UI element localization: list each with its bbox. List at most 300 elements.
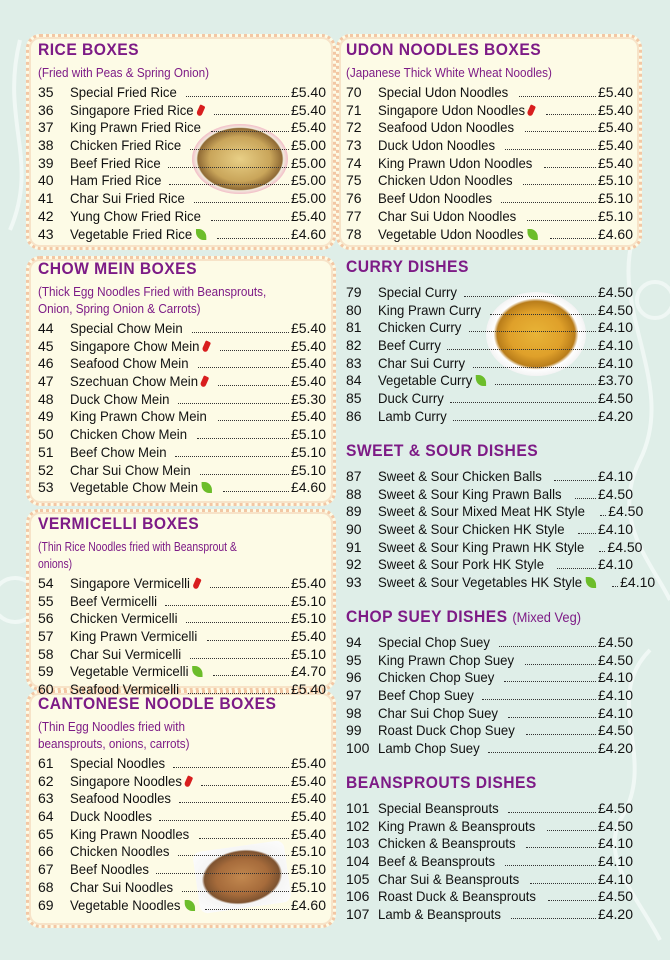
section-title: [346, 607, 610, 627]
item-name-text: Seafood Vermicelli: [70, 681, 179, 698]
item-name-text: Singapore Chow Mein: [70, 337, 200, 354]
item-name: [378, 302, 481, 318]
item-price: £5.40: [290, 408, 326, 425]
menu-item: [38, 790, 326, 808]
dot-leader: [207, 640, 289, 641]
item-number: 71: [346, 101, 362, 118]
item-price: £4.60: [597, 225, 633, 242]
item-number: 94: [346, 634, 362, 650]
item-name: [378, 337, 441, 353]
item-number: 104: [346, 853, 370, 870]
item-price: £4.20: [597, 740, 633, 757]
chili-icon: [200, 375, 209, 388]
menu-item: [38, 861, 326, 879]
item-name: [378, 137, 495, 153]
item-name-text: Roast Duck & Beansprouts: [378, 888, 537, 905]
dot-leader: [165, 605, 289, 606]
item-price: £5.10: [290, 878, 326, 895]
menu-item: [38, 391, 326, 409]
dot-leader: [508, 812, 596, 813]
menu-item: [346, 337, 633, 355]
menu-item: [346, 722, 633, 740]
item-name: [70, 355, 189, 371]
section-title: [38, 694, 303, 714]
dot-leader: [201, 785, 289, 786]
item-name: [70, 426, 187, 442]
dot-leader: [612, 586, 618, 587]
item-price: £4.10: [597, 704, 633, 721]
dot-leader: [499, 646, 596, 647]
item-number: 50: [38, 426, 54, 443]
item-name: [70, 119, 201, 135]
item-name: [378, 155, 532, 171]
item-price: £5.40: [597, 84, 633, 100]
menu-item: [346, 190, 633, 208]
item-name: [378, 888, 536, 904]
item-number: 90: [346, 521, 362, 538]
section-title-text: SWEET & SOUR DISHES: [346, 441, 539, 460]
item-name-text: Sweet & Sour King Prawn Balls: [378, 485, 562, 502]
item-number: 35: [38, 84, 54, 100]
item-name-text: Beef Curry: [378, 337, 441, 354]
item-number: 95: [346, 651, 362, 668]
menu-item: [346, 408, 633, 426]
dot-leader: [179, 802, 289, 803]
item-name-text: King Prawn & Beansprouts: [378, 817, 536, 834]
item-number: 96: [346, 669, 362, 686]
item-price: £5.40: [290, 755, 326, 771]
item-name: [70, 226, 206, 242]
section-beansprouts: [346, 773, 633, 924]
dot-leader: [198, 367, 289, 368]
item-price: £5.10: [290, 861, 326, 878]
item-price: £4.60: [290, 225, 326, 242]
chili-icon: [195, 104, 204, 117]
item-number: 102: [346, 817, 370, 834]
menu-item: [346, 556, 633, 574]
item-name-text: Chicken Chop Suey: [378, 669, 495, 686]
item-price: £5.40: [290, 355, 326, 372]
item-name-text: Char Sui Fried Rice: [70, 190, 185, 207]
dot-leader: [173, 767, 289, 768]
dot-leader: [218, 420, 289, 421]
item-price: £5.40: [290, 101, 326, 118]
dot-leader: [182, 891, 289, 892]
dot-leader: [199, 838, 289, 839]
item-price: £5.10: [290, 461, 326, 478]
dot-leader: [205, 909, 289, 910]
item-name: [378, 722, 515, 738]
item-name: [378, 871, 519, 887]
menu-item: [346, 652, 633, 670]
item-price: £5.40: [290, 790, 326, 807]
chili-icon: [527, 104, 536, 117]
menu-item: [38, 208, 326, 226]
item-name-text: Special Udon Noodles: [378, 84, 509, 100]
leaf-icon: [586, 577, 596, 588]
section-title: [346, 441, 610, 461]
item-name-text: Char Sui Chow Mein: [70, 461, 191, 478]
item-name: [70, 320, 183, 336]
item-price: £5.10: [290, 592, 326, 609]
menu-item: [346, 390, 633, 408]
item-price: £4.10: [597, 870, 633, 887]
item-name: [378, 574, 596, 590]
dot-leader: [211, 220, 289, 221]
item-number: 54: [38, 575, 54, 591]
item-name: [70, 373, 207, 389]
menu-item: [38, 610, 326, 628]
item-name-text: King Prawn Udon Noodles: [378, 154, 533, 171]
item-number: 45: [38, 337, 54, 354]
section-title: [346, 257, 610, 277]
item-name-text: Duck Chow Mein: [70, 390, 170, 407]
item-number: 105: [346, 870, 370, 887]
item-price: £4.50: [597, 722, 633, 739]
item-name-text: Special Fried Rice: [70, 84, 177, 100]
item-name-text: Sweet & Sour Mixed Meat HK Style: [378, 503, 585, 520]
item-name: [378, 284, 457, 300]
item-name-text: Beef Chow Mein: [70, 443, 167, 460]
dot-leader: [211, 131, 289, 132]
menu-item: [346, 102, 633, 120]
item-price: £4.50: [597, 651, 633, 668]
dot-leader: [530, 883, 596, 884]
item-name-text: Roast Duck Chop Suey: [378, 722, 515, 739]
item-name-text: Vegetable Curry: [378, 372, 473, 389]
dot-leader: [490, 314, 596, 315]
menu-item: [38, 190, 326, 208]
item-name-text: Singapore Fried Rice: [70, 101, 194, 118]
item-number: 100: [346, 740, 370, 757]
item-name-text: Duck Udon Noodles: [378, 137, 496, 154]
section-cantonese: [38, 694, 326, 914]
item-name: [378, 634, 490, 650]
menu-item: [38, 897, 326, 915]
item-price: £5.10: [290, 443, 326, 460]
dot-leader: [194, 202, 289, 203]
menu-item: [346, 669, 633, 687]
menu-item: [346, 687, 633, 705]
menu-item: [346, 906, 633, 924]
item-name-text: Special Beansprouts: [378, 800, 499, 816]
item-price: £5.40: [597, 137, 633, 154]
item-price: £4.50: [597, 634, 633, 650]
menu-item: [346, 172, 633, 190]
section-title: [38, 259, 303, 279]
item-name-text: Singapore Noodles: [70, 772, 182, 789]
item-name: [70, 790, 171, 806]
item-number: 51: [38, 443, 54, 460]
item-price: £4.50: [597, 284, 633, 300]
item-name: [70, 808, 152, 824]
section-subtitle: (Thick Egg Noodles Fried with Beansprouts,: [38, 284, 267, 299]
item-name-text: Beef Chop Suey: [378, 687, 474, 704]
section-subtitle: (Thin Egg Noodles fried with: [38, 719, 185, 734]
item-name-text: Beef Noodles: [70, 861, 150, 878]
item-name: [378, 853, 495, 869]
item-name: [70, 137, 181, 153]
dot-leader: [501, 202, 596, 203]
item-number: 99: [346, 722, 362, 739]
item-name-text: Lamb Chop Suey: [378, 740, 480, 757]
dot-leader: [186, 622, 289, 623]
item-name-text: Chicken Udon Noodles: [378, 172, 513, 189]
chili-icon: [201, 340, 210, 353]
menu-item: [346, 538, 643, 557]
item-name: [70, 773, 191, 789]
item-price: £4.20: [597, 906, 633, 923]
item-name-text: Lamb Curry: [378, 407, 447, 424]
item-name: [378, 906, 501, 922]
item-number: 44: [38, 320, 54, 336]
item-number: 64: [38, 808, 54, 825]
item-number: 84: [346, 372, 362, 389]
item-price: £5.00: [290, 154, 326, 171]
item-name: [378, 687, 474, 703]
item-name-text: Ham Fried Rice: [70, 172, 162, 189]
leaf-icon: [192, 666, 202, 677]
item-name: [378, 468, 542, 484]
dot-leader: [511, 918, 596, 919]
dot-leader: [169, 184, 289, 185]
section-title: [346, 773, 610, 793]
menu-item: [346, 503, 644, 521]
dot-leader: [526, 734, 596, 735]
item-price: £4.10: [597, 319, 633, 336]
item-name-text: Beef Udon Noodles: [378, 190, 493, 207]
item-number: 78: [346, 225, 362, 242]
item-price: £5.10: [290, 426, 326, 443]
item-number: 62: [38, 772, 54, 789]
menu-item: [346, 355, 633, 373]
dot-leader: [557, 568, 596, 569]
item-name-text: Chicken Noodles: [70, 843, 170, 860]
section-chop-suey: [346, 607, 633, 758]
item-price: £5.40: [290, 373, 326, 390]
item-price: £4.50: [597, 390, 633, 407]
item-price: £5.40: [290, 808, 326, 825]
item-name: [378, 539, 584, 555]
dot-leader: [575, 498, 596, 499]
item-name: [70, 575, 199, 591]
item-name: [378, 521, 565, 537]
item-name-text: Vegetable Noodles: [70, 896, 181, 913]
item-name: [70, 646, 181, 662]
leaf-icon: [476, 375, 486, 386]
item-name: [378, 355, 465, 371]
item-number: 41: [38, 190, 54, 207]
item-price: £4.50: [597, 800, 633, 816]
menu-item: [38, 226, 326, 244]
item-number: 66: [38, 843, 54, 860]
item-name: [378, 486, 562, 502]
item-price: £5.40: [290, 119, 326, 136]
item-name-text: Char Sui & Beansprouts: [378, 870, 520, 887]
item-name-text: Lamb & Beansprouts: [378, 906, 501, 923]
menu-item: [38, 444, 326, 462]
item-price: £4.10: [597, 337, 633, 354]
dot-leader: [218, 385, 289, 386]
menu-item: [38, 408, 326, 426]
leaf-icon: [202, 482, 212, 493]
item-name-text: King Prawn Noodles: [70, 825, 190, 842]
dot-leader: [525, 131, 596, 132]
dot-leader: [578, 533, 596, 534]
item-name-text: King Prawn Chop Suey: [378, 651, 515, 668]
item-name-text: Chicken & Beansprouts: [378, 835, 516, 852]
section-curry: [346, 257, 633, 426]
item-name-text: Duck Curry: [378, 390, 444, 407]
menu-item: [38, 373, 326, 391]
item-price: £4.10: [597, 354, 633, 371]
item-number: 65: [38, 825, 54, 842]
item-price: £5.30: [290, 390, 326, 407]
item-name: [378, 669, 494, 685]
item-number: 57: [38, 628, 54, 645]
item-number: 61: [38, 755, 54, 771]
section-title-text: CURRY DISHES: [346, 257, 469, 276]
menu-item: [38, 773, 326, 791]
dot-leader: [600, 515, 606, 516]
menu-item: [38, 355, 326, 373]
menu-item: [346, 137, 633, 155]
menu-item: [38, 462, 326, 480]
item-name-text: Char Sui Noodles: [70, 878, 174, 895]
leaf-icon: [184, 900, 194, 911]
section-rice: [38, 40, 326, 243]
dot-leader: [547, 830, 596, 831]
menu-item: [38, 663, 326, 681]
menu-item: [38, 646, 326, 664]
dot-leader: [519, 96, 596, 97]
dot-leader: [220, 350, 289, 351]
item-price: £5.40: [290, 825, 326, 842]
menu-item: [38, 137, 326, 155]
dot-leader: [178, 403, 289, 404]
item-price: £4.50: [597, 817, 633, 834]
dot-leader: [482, 699, 596, 700]
section-title-text: BEANSPROUTS DISHES: [346, 773, 537, 792]
menu-item: [346, 740, 633, 758]
item-name-text: Seafood Noodles: [70, 790, 171, 807]
dot-leader: [213, 675, 289, 676]
menu-item: [38, 826, 326, 844]
item-price: £5.40: [597, 101, 633, 118]
section-title: [38, 514, 303, 534]
dot-leader: [178, 855, 289, 856]
item-price: £4.10: [597, 669, 633, 686]
item-number: 76: [346, 190, 362, 207]
item-price: £5.40: [597, 119, 633, 136]
item-name-text: Sweet & Sour Chicken Balls: [378, 468, 542, 484]
item-price: £4.10: [597, 853, 633, 870]
item-name: [70, 462, 191, 478]
item-number: 68: [38, 878, 54, 895]
item-name-text: Special Curry: [378, 284, 457, 300]
item-price: £4.10: [597, 556, 633, 573]
item-name: [378, 390, 444, 406]
menu-item: [346, 468, 633, 486]
dot-leader: [190, 149, 289, 150]
item-price: £4.50: [597, 485, 633, 502]
menu-item: [38, 479, 326, 497]
item-number: 36: [38, 101, 54, 118]
menu-item: [38, 119, 326, 137]
item-price: £5.10: [597, 190, 633, 207]
item-name: [70, 755, 165, 771]
item-price: £4.50: [607, 538, 643, 555]
item-number: 53: [38, 479, 54, 496]
item-price: £3.70: [597, 372, 633, 389]
item-name: [70, 628, 197, 644]
item-number: 37: [38, 119, 54, 136]
item-name-text: Chicken Fried Rice: [70, 137, 182, 154]
item-price: £5.10: [597, 207, 633, 224]
dot-leader: [504, 681, 596, 682]
item-number: 77: [346, 207, 362, 224]
menu-item: [346, 818, 633, 836]
menu-item: [346, 634, 633, 652]
item-name: [70, 102, 203, 118]
item-name: [70, 208, 201, 224]
menu-item: [346, 521, 633, 539]
section-subtitle: (Thin Rice Noodles fried with Beansprout & onions): [38, 539, 237, 571]
dot-leader: [550, 238, 596, 239]
item-name: [70, 172, 161, 188]
dot-leader: [447, 349, 596, 350]
dot-leader: [525, 664, 596, 665]
dot-leader: [450, 402, 596, 403]
item-number: 81: [346, 319, 362, 336]
dot-leader: [544, 167, 596, 168]
item-name: [378, 84, 508, 100]
item-name: [378, 119, 514, 135]
item-name-text: Beef & Beansprouts: [378, 853, 496, 870]
item-price: £5.40: [290, 320, 326, 336]
item-number: 46: [38, 355, 54, 372]
item-price: £4.60: [290, 896, 326, 913]
dot-leader: [190, 658, 289, 659]
item-name: [378, 556, 544, 572]
item-name: [70, 610, 178, 626]
section-udon: [346, 40, 633, 243]
menu-item: [346, 155, 633, 173]
item-number: 101: [346, 800, 370, 816]
item-number: 97: [346, 687, 362, 704]
item-name: [70, 338, 209, 354]
item-number: 40: [38, 172, 54, 189]
menu-item: [346, 226, 633, 244]
dot-leader: [508, 717, 596, 718]
item-name: [378, 652, 514, 668]
menu-item: [346, 208, 633, 226]
menu-item: [346, 84, 633, 102]
item-number: 74: [346, 154, 362, 171]
item-name: [70, 408, 207, 424]
item-name: [378, 172, 513, 188]
section-title-text: RICE BOXES: [38, 40, 140, 59]
item-price: £5.00: [290, 172, 326, 189]
item-number: 49: [38, 408, 54, 425]
dot-leader: [488, 752, 596, 753]
item-name: [378, 372, 486, 388]
item-name: [378, 102, 534, 118]
item-name: [378, 503, 585, 519]
dot-leader: [523, 184, 596, 185]
item-price: £5.40: [290, 337, 326, 354]
item-name: [70, 593, 157, 609]
